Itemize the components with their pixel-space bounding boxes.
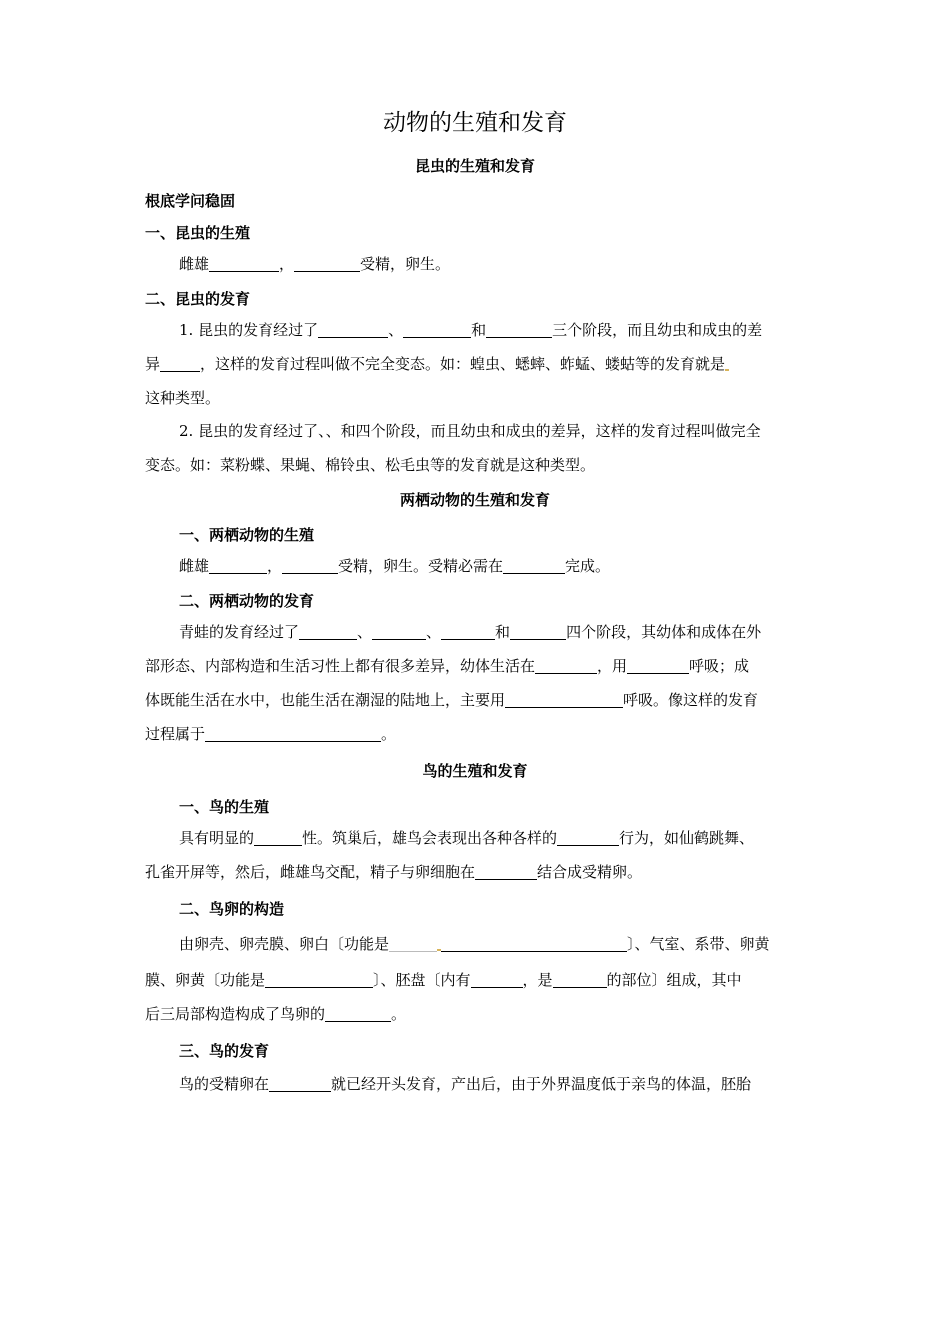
answer-blank[interactable]: [160, 357, 200, 372]
page-title: 动物的生殖和发育: [383, 110, 567, 136]
bird-reproduction-line2: [145, 862, 642, 882]
text-fragment: 孔雀开屏等，然后，雌雄鸟交配，精子与卵细胞在: [145, 863, 476, 881]
answer-blank[interactable]: [389, 937, 437, 952]
insect-dev-para1-line1: [179, 320, 762, 340]
bird-reproduction-heading: 一、鸟的生殖: [179, 798, 270, 816]
text-fragment: 行为，如仙鹤跳舞: [619, 829, 740, 847]
text-fragment: 部形态、内部构造和生活习性上都有很多差异，幼体生活在: [145, 657, 536, 675]
amphibian-reproduction-text: [179, 556, 610, 576]
bird-development-line1: [179, 1074, 751, 1094]
answer-blank[interactable]: [553, 973, 607, 988]
answer-blank[interactable]: [318, 323, 388, 338]
answer-blank[interactable]: [209, 257, 279, 272]
text-fragment: ，这样的发育过程叫做不完全变态。如：蝗虫、蟋蟀、蚱蜢、蝼蛄等的发育就是: [200, 355, 726, 373]
answer-blank[interactable]: [403, 323, 471, 338]
bird-reproduction-line1: [179, 828, 754, 848]
amphibian-dev-line1: [179, 622, 761, 642]
text-fragment: 和: [471, 321, 487, 339]
text-fragment: 鸟的受精卵在: [179, 1075, 270, 1093]
text-fragment: 四个阶段，其幼体和成体在外: [566, 623, 762, 641]
answer-blank[interactable]: [372, 625, 426, 640]
text-fragment: 、: [739, 829, 755, 847]
text-fragment: ，: [279, 255, 295, 273]
answer-blank[interactable]: [503, 559, 565, 574]
answer-blank[interactable]: [254, 831, 302, 846]
insect-development-heading: 二、昆虫的发育: [145, 290, 251, 308]
answer-blank[interactable]: [269, 1077, 331, 1092]
answer-blank[interactable]: [299, 625, 357, 640]
section-title-birds: 鸟的生殖和发育: [422, 762, 528, 780]
text-fragment: 完成。: [565, 557, 611, 575]
bird-egg-line2: [145, 970, 742, 990]
text-fragment: 异: [145, 355, 161, 373]
answer-blank[interactable]: [505, 693, 623, 708]
answer-blank[interactable]: [209, 559, 267, 574]
text-fragment: 和: [495, 623, 511, 641]
text-fragment: 、: [388, 321, 404, 339]
text-fragment: 由卵壳、卵壳膜、卵白〔功能是: [179, 935, 390, 953]
answer-blank[interactable]: [205, 727, 381, 742]
text-fragment: 呼吸；成: [689, 657, 750, 675]
text-fragment: 结合成受精卵: [537, 863, 628, 881]
text-fragment: 三个阶段，而且幼虫和成虫的差: [552, 321, 763, 339]
answer-blank[interactable]: [325, 1007, 391, 1022]
text-fragment: 。: [391, 1005, 407, 1023]
text-fragment: 具有明显的: [179, 829, 255, 847]
bird-egg-line1: [179, 934, 770, 954]
text-fragment: 受精，卵生。: [360, 255, 451, 273]
text-fragment: 过程属于: [145, 725, 206, 743]
edit-mark: [725, 369, 729, 371]
insect-reproduction-heading: 一、昆虫的生殖: [145, 224, 251, 242]
answer-blank[interactable]: [557, 831, 619, 846]
insect-reproduction-text: [179, 254, 450, 274]
answer-blank[interactable]: [535, 659, 597, 674]
section-title-amphibians: 两栖动物的生殖和发育: [399, 491, 550, 509]
answer-blank[interactable]: [265, 973, 373, 988]
basics-heading: 根底学问稳固: [145, 192, 236, 210]
answer-blank[interactable]: [441, 625, 495, 640]
amphibian-dev-line3: [145, 690, 758, 710]
text-fragment: 〕、气室、系带、卵黄: [627, 935, 770, 953]
answer-blank[interactable]: [475, 865, 537, 880]
answer-blank[interactable]: [294, 257, 360, 272]
text-fragment: 雌雄: [179, 557, 210, 575]
text-fragment: 后三局部构造构成了鸟卵的: [145, 1005, 326, 1023]
text-fragment: 的部位〕组成，其中: [606, 971, 742, 989]
bird-egg-heading: 二、鸟卵的构造: [179, 900, 285, 918]
section-title-insects: 昆虫的生殖和发育: [414, 157, 535, 175]
text-fragment: 1. 昆虫的发育经过了: [179, 321, 319, 339]
text-fragment: 。: [627, 863, 643, 881]
answer-blank[interactable]: [282, 559, 338, 574]
text-fragment: 。: [381, 725, 397, 743]
text-fragment: 就已经开头发育，产出后，由于外界温度低于亲鸟的体温，胚胎: [331, 1075, 752, 1093]
text-fragment: 〕、胚盘〔内有: [373, 971, 471, 989]
text-fragment: 青蛙的发育经过了: [179, 623, 300, 641]
text-fragment: 、: [357, 623, 373, 641]
amphibian-dev-line4: [145, 724, 396, 744]
text-fragment: ，用: [597, 657, 628, 675]
amphibian-development-heading: 二、两栖动物的发育: [179, 592, 315, 610]
text-fragment: 受精，卵生。受精必需在: [338, 557, 504, 575]
insect-dev-para1-line3: 这种类型。: [145, 389, 221, 407]
answer-blank[interactable]: [441, 937, 627, 952]
insect-dev-para2-line2: 变态。如：菜粉蝶、果蝇、棉铃虫、松毛虫等的发育就是这种类型。: [145, 456, 596, 474]
text-fragment: 、: [426, 623, 442, 641]
text-fragment: ，是: [522, 971, 553, 989]
text-fragment: 呼吸。像这样的发育: [623, 691, 759, 709]
bird-development-heading: 三、鸟的发育: [179, 1042, 270, 1060]
insect-dev-para2-line1: 2. 昆虫的发育经过了、、和四个阶段，而且幼虫和成虫的差异，这样的发育过程叫做完全: [179, 422, 761, 440]
insect-dev-para1-line2: [145, 354, 729, 374]
answer-blank[interactable]: [471, 973, 523, 988]
amphibian-reproduction-heading: 一、两栖动物的生殖: [179, 526, 315, 544]
text-fragment: 体既能生活在水中，也能生活在潮湿的陆地上，主要用: [145, 691, 506, 709]
text-fragment: 膜、卵黄〔功能是: [145, 971, 266, 989]
amphibian-dev-line2: [145, 656, 749, 676]
answer-blank[interactable]: [510, 625, 566, 640]
text-fragment: 雌雄: [179, 255, 210, 273]
text-fragment: ，: [267, 557, 283, 575]
answer-blank[interactable]: [486, 323, 552, 338]
answer-blank[interactable]: [627, 659, 689, 674]
bird-egg-line3: [145, 1004, 406, 1024]
text-fragment: 性。筑巢后，雄鸟会表现出各种各样的: [302, 829, 558, 847]
